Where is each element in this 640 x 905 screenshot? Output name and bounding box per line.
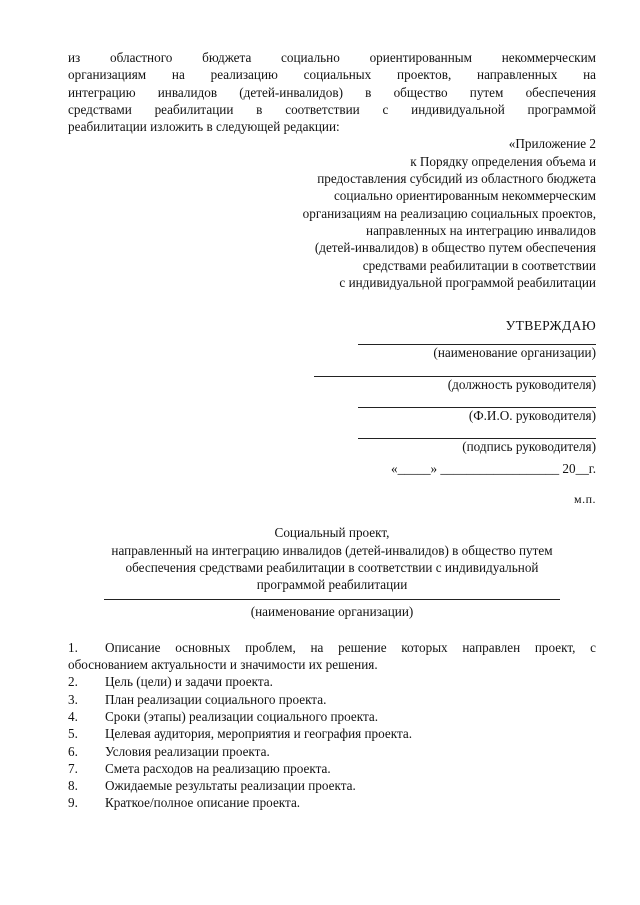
list-item-text: Условия реализации проекта. (105, 743, 270, 759)
signature-field-position (68, 366, 596, 393)
appendix-header (68, 135, 596, 291)
project-title-line: обеспечения средствами реабилитации в соответствии с индивидуальной (125, 559, 539, 575)
project-sections-list (68, 639, 596, 812)
signature-caption: (наименование организации) (433, 345, 596, 361)
signature-field-name (68, 397, 596, 424)
list-item-text: Цель (цели) и задачи проекта. (105, 674, 273, 690)
list-item-text: Описание основных проблем, на решение которых направлен проект, с (105, 639, 596, 655)
intro-line: интеграцию инвалидов (детей-инвалидов) в общество путем обеспечения (68, 84, 596, 100)
list-item (68, 708, 596, 725)
stamp-place-label: м.п. (573, 491, 596, 506)
project-title-line: Социальный проект, (274, 525, 390, 541)
appendix-line: к Порядку определения объема и (410, 153, 596, 169)
list-item (68, 639, 596, 656)
appendix-line: (детей-инвалидов) в общество путем обеспечения (314, 240, 596, 256)
appendix-line: «Приложение 2 (508, 136, 596, 152)
project-title-line: программой реабилитации (256, 577, 408, 593)
intro-line: из областного бюджета социально ориентированным некоммерческим (68, 50, 596, 65)
list-item-text: Ожидаемые результаты реализации проекта. (105, 778, 356, 794)
list-item (68, 691, 596, 708)
intro-line: организациям на реализацию социальных проектов, направленных на (68, 67, 596, 83)
appendix-line: средствами реабилитации в соответствии (362, 257, 596, 273)
list-item-text: Смета расходов на реализацию проекта. (105, 760, 331, 776)
organization-name-caption: (наименование организации) (250, 604, 414, 620)
list-item (68, 743, 596, 760)
list-item (68, 673, 596, 690)
signature-field-organization (68, 334, 596, 361)
appendix-line: предоставления субсидий из областного бюджета (317, 171, 596, 187)
appendix-line: с индивидуальной программой реабилитации (339, 274, 596, 290)
document-page (68, 49, 596, 812)
signature-caption: (должность руководителя) (447, 376, 596, 392)
list-item-number: 7. (68, 760, 78, 776)
approve-title: УТВЕРЖДАЮ (505, 318, 596, 334)
intro-line: реабилитации изложить в следующей редакции: (68, 119, 340, 135)
intro-line: средствами реабилитации в соответствии с индивидуальной программой (68, 101, 596, 117)
organization-name-line (104, 593, 560, 600)
list-item (68, 777, 596, 794)
list-item-number: 1. (68, 639, 78, 655)
list-item (68, 725, 596, 742)
signature-caption: (подпись руководителя) (462, 439, 596, 455)
project-title-block (68, 524, 596, 593)
approval-block (68, 317, 596, 477)
list-item-number: 8. (68, 778, 78, 794)
list-item-text: Краткое/полное описание проекта. (105, 795, 301, 811)
list-item-number: 6. (68, 743, 78, 759)
list-item-number: 4. (68, 708, 78, 724)
approval-date-line: «_____» __________________ 20__г. (390, 460, 596, 476)
list-item-text: Целевая аудитория, мероприятия и география проекта. (105, 726, 413, 742)
list-item-number: 3. (68, 691, 78, 707)
intro-paragraph (68, 49, 596, 135)
list-item-number: 2. (68, 674, 78, 690)
list-item (68, 760, 596, 777)
list-item-number: 9. (68, 795, 78, 811)
signature-caption: (Ф.И.О. руководителя) (468, 408, 596, 424)
list-item (68, 794, 596, 811)
signature-field-signature (68, 428, 596, 455)
list-item-continuation: обоснованием актуальности и значимости их решения. (68, 657, 378, 673)
appendix-line: направленных на интеграцию инвалидов (366, 222, 596, 238)
list-item-text: План реализации социального проекта. (105, 691, 327, 707)
appendix-line: организациям на реализацию социальных проектов, (302, 205, 596, 221)
list-item-number: 5. (68, 726, 78, 742)
project-title-line: направленный на интеграцию инвалидов (детей-инвалидов) в общество путем (111, 542, 553, 558)
appendix-line: социально ориентированным некоммерческим (333, 188, 596, 204)
list-item-text: Сроки (этапы) реализации социального проекта. (105, 708, 379, 724)
